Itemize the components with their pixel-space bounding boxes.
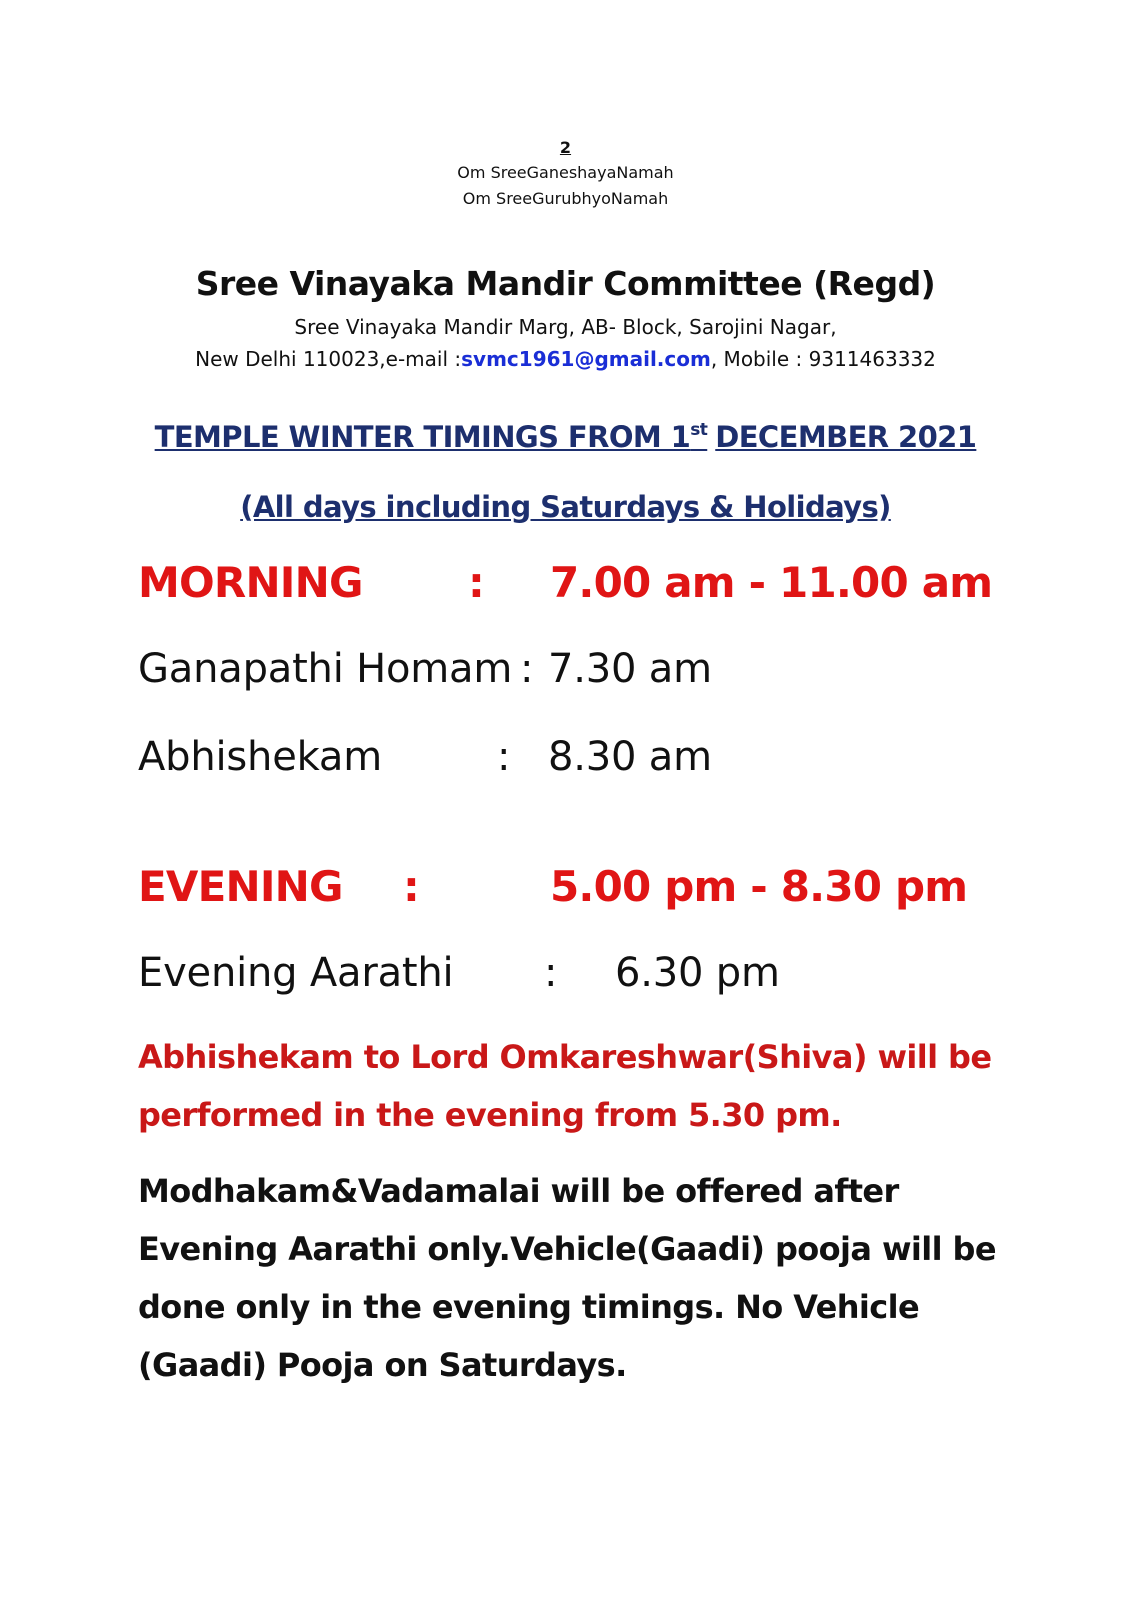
page-number: 2 bbox=[559, 138, 572, 157]
ganapathi-homam-label: Ganapathi Homam bbox=[138, 646, 513, 692]
address-prefix: New Delhi 110023,e-mail : bbox=[195, 347, 462, 371]
abhishekam-time: 8.30 am bbox=[548, 734, 712, 780]
notice-title bbox=[0, 420, 1131, 454]
evening-aarathi-colon: : bbox=[544, 950, 558, 996]
invocation-line-1: Om SreeGaneshayaNamah bbox=[457, 163, 674, 182]
address-line-2 bbox=[0, 347, 1131, 371]
evening-colon: : bbox=[403, 862, 419, 911]
notice-title-prefix: TEMPLE WINTER TIMINGS FROM 1 bbox=[154, 420, 691, 454]
morning-time: 7.00 am - 11.00 am bbox=[550, 558, 993, 607]
abhishekam-label: Abhishekam bbox=[138, 734, 382, 780]
evening-aarathi-time: 6.30 pm bbox=[615, 950, 780, 996]
evening-aarathi-label: Evening Aarathi bbox=[138, 950, 454, 996]
ganapathi-homam-colon: : bbox=[520, 646, 534, 692]
evening-time: 5.00 pm - 8.30 pm bbox=[550, 862, 968, 911]
notice-title-ordinal: st bbox=[690, 420, 708, 440]
notice-title-suffix: DECEMBER 2021 bbox=[715, 420, 977, 454]
address-line-1: Sree Vinayaka Mandir Marg, AB- Block, Sarojini Nagar, bbox=[294, 315, 837, 339]
notice-subtitle: (All days including Saturdays & Holidays) bbox=[240, 490, 891, 524]
address-suffix: , Mobile : 9311463332 bbox=[710, 347, 936, 371]
organization-name: Sree Vinayaka Mandir Committee (Regd) bbox=[195, 264, 936, 303]
morning-label: MORNING bbox=[138, 558, 363, 607]
email-link[interactable]: svmc1961@gmail.com bbox=[461, 347, 711, 371]
evening-label: EVENING bbox=[138, 862, 343, 911]
ganapathi-homam-time: 7.30 am bbox=[548, 646, 712, 692]
morning-colon: : bbox=[468, 558, 484, 607]
offerings-note: Modhakam&Vadamalai will be offered after Evening Aarathi only.Vehicle(Gaadi) pooja will be done only in the evening timings. No Vehicle (Gaadi) Pooja on Saturdays. bbox=[138, 1172, 996, 1384]
shiva-abhishekam-note: Abhishekam to Lord Omkareshwar(Shiva) will be performed in the evening from 5.30 pm. bbox=[138, 1038, 992, 1134]
invocation-line-2: Om SreeGurubhyoNamah bbox=[462, 189, 669, 208]
abhishekam-colon: : bbox=[497, 734, 511, 780]
